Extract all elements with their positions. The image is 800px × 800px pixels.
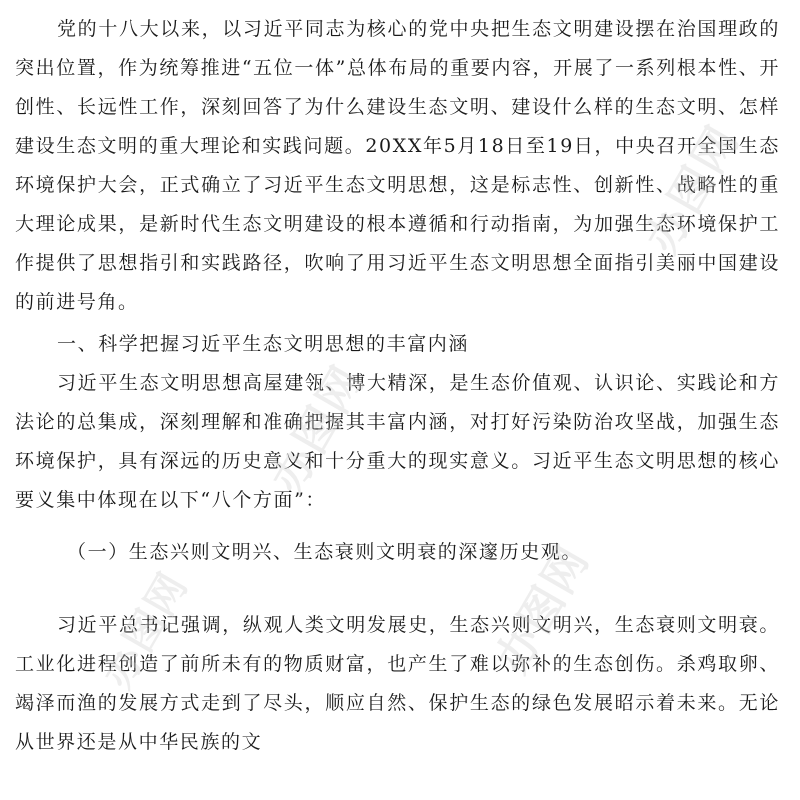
subsection-heading: （一）生态兴则文明兴、生态衰则文明衰的深邃历史观。: [67, 541, 583, 563]
paragraph-gap: [15, 572, 780, 606]
intro-paragraph: 党的十八大以来，以习近平同志为核心的党中央把生态文明建设摆在治国理政的突出位置，作为统筹推进“五位一体”总体布局的重要内容，开展了一系列根本性、开创性、长远性工作，深刻回答了为什么建设生态文明、建设什么样的生态文明、怎样建设生态文明的重大理论和实践问题。20XX年5月18日至19日，中央召开全国生态环境保护大会，正式确立了习近平生态文明思想，这是标志性、创新性、战略性的重大理论成果，是新时代生态文明建设的根本遵循和行动指南，为加强生态环境保护工作提供了思想指引和实践路径，吹响了用习近平生态文明思想全面指引美丽中国建设的前进号角。: [15, 18, 780, 313]
body-paragraph: 习近平总书记强调，纵观人类文明发展史，生态兴则文明兴，生态衰则文明衰。工业化进程创造了前所未有的物质财富，也产生了难以弥补的生态创伤。杀鸡取卵、竭泽而渔的发展方式走到了尽头，顺应自然、保护生态的绿色发展昭示着未来。无论从世界还是从中华民族的文: [15, 614, 780, 753]
document-body: [15, 10, 780, 762]
watermark: 办图网: [94, 564, 198, 697]
watermark: 办图网: [261, 356, 375, 502]
section-heading: 一、科学把握习近平生态文明思想的丰富内涵: [57, 333, 470, 355]
watermark: 办图网: [636, 116, 750, 262]
body-paragraph: 习近平生态文明思想高屋建瓴、博大精深，是生态价值观、认识论、实践论和方法论的总集成，深刻理解和准确把握其丰富内涵，对打好污染防治攻坚战，加强生态环境保护，具有深远的历史意义和十分重大的现实意义。习近平生态文明思想的核心要义集中体现在以下“八个方面”：: [15, 372, 780, 511]
watermark: 办图网: [486, 536, 600, 682]
